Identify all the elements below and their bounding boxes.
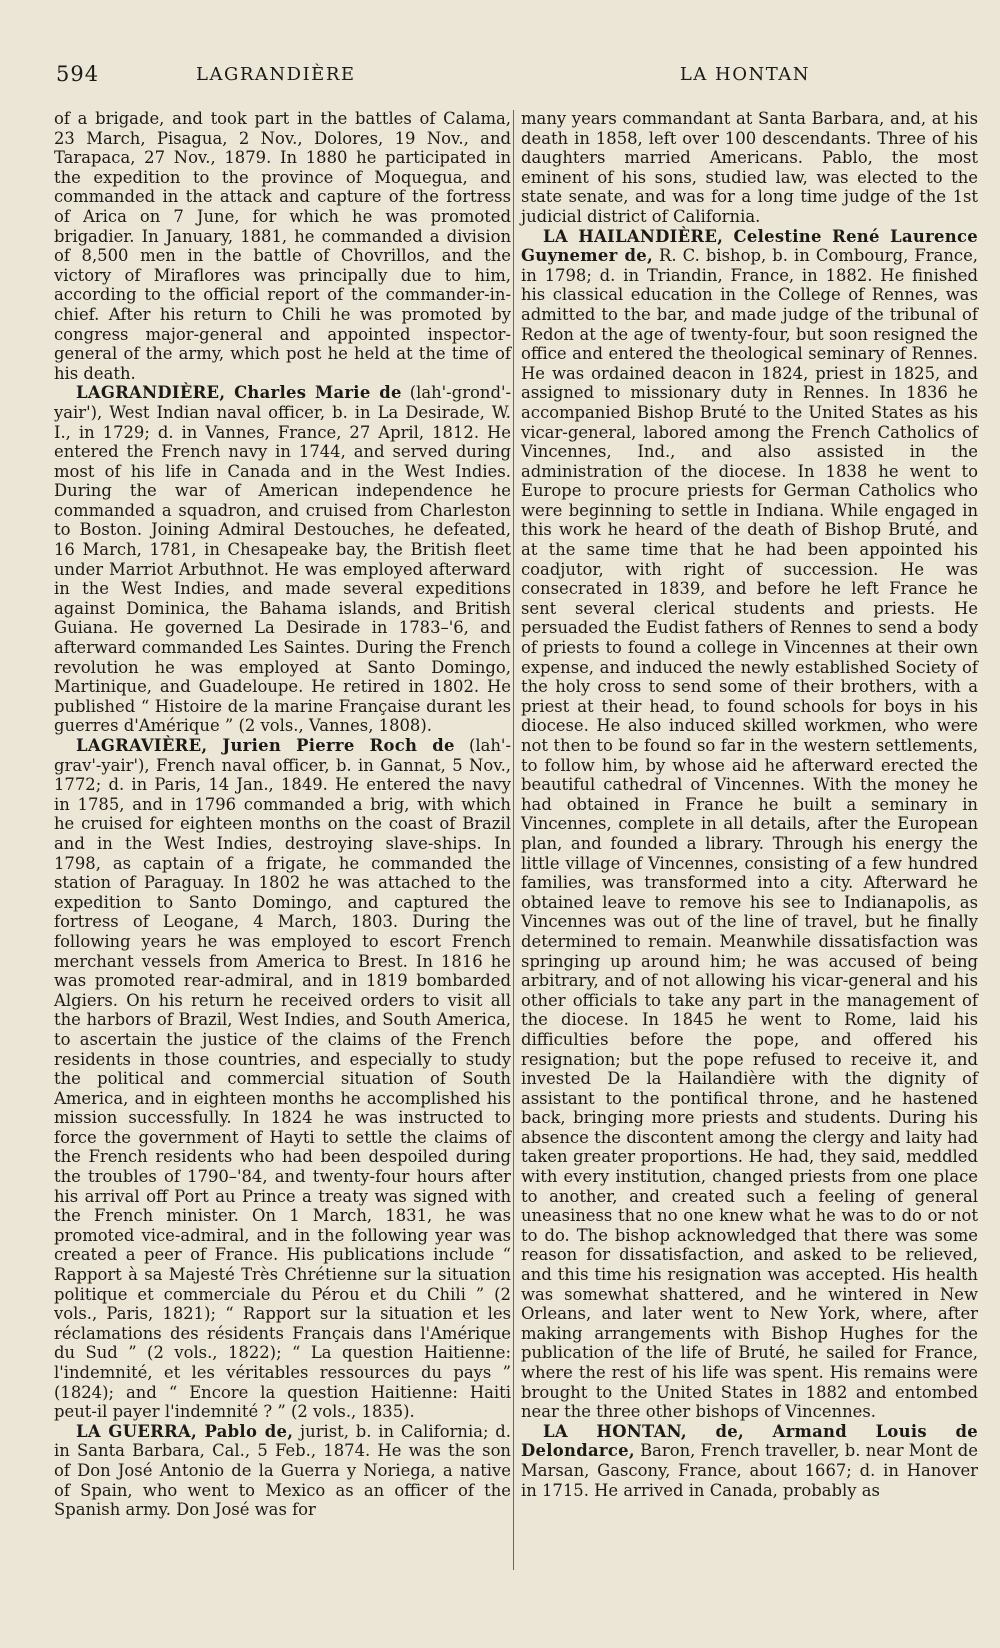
entry-text: (lah'-grond'-yair'), West Indian naval officer, b. in La Desirade, W. I., in 1729; d. in Vannes, France, 27 April, 1812. He entered the French navy in 1744, and served during most of his life in Canada and in the West Indies. During the war of American independence he commanded a squadron, and cruised from Charleston to Boston. Joining Admiral Destouches, he defeated, 16 March, 1781, in Chesapeake bay, the British fleet under Marriot Arbuthnot. He was employed afterward in the West Indies, and made several expeditions against Dominica, the Bahama islands, and British Guiana. He governed La Desirade in 1783–'6, and afterward commanded Les Saintes. During the French revolution he was employed at Santo Domingo, Martinique, and Guadeloupe. He retired in 1802. He published “ Histoire de la marine Française durant les guerres d'Amérique ” (2 vols., Vannes, 1808).	[54, 383, 511, 736]
entry-lagraviere	[54, 736, 511, 1422]
entry-headword: LAGRAVIÈRE, Jurien Pierre Roch de	[76, 736, 455, 755]
entry-headword: LA GUERRA, Pablo de,	[76, 1421, 294, 1441]
entry-text: (lah'-grav'-yair'), French naval officer, b. in Gannat, 5 Nov., 1772; d. in Paris, 14 Jan., 1849. He entered the navy in 1785, and in 1796 commanded a brig, with which he cruised for eighteen months on the coast of Brazil and in the West Indies, destroying slave-ships. In 1798, as captain of a frigate, he commanded the station of Paraguay. In 1802 he was attached to the expedition to Santo Domingo, and captured the fortress of Leogane, 4 March, 1803. During the following years he was employed to escort French merchant vessels from America to Brest. In 1816 he was promoted rear-admiral, and in 1819 bombarded Algiers. On his return he received orders to visit all the harbors of Brazil, West Indies, and South America, to ascertain the justice of the claims of the French residents in those countries, and especially to study the political and commercial situation of South America, and in eighteen months he accomplished his mission successfully. In 1824 he was instructed to force the government of Hayti to settle the claims of the French residents who had been despoiled during the troubles of 1790–'84, and twenty-four hours after his arrival off Port au Prince a treaty was signed with the French minister. On 1 March, 1831, he was promoted vice-admiral, and in the following year was created a peer of France. His publications include “ Rapport à sa Majesté Très Chrétienne sur la situation politique et commerciale du Pérou et du Chili ” (2 vols., Paris, 1821); “ Rapport sur la situation et les réclamations des résidents Français dans l'Amérique du Sud ” (2 vols., 1822); “ La question Haitienne: l'indemnité, et les véritables ressources du pays ” (1824); and “ Encore la question Haitienne: Haiti peut-il payer l'indemnité ? ” (2 vols., 1835).	[54, 736, 511, 1422]
entry-la-guerra	[54, 1422, 511, 1520]
entry-headword: LAGRANDIÈRE, Charles Marie de	[76, 383, 402, 403]
column-divider	[513, 110, 514, 1570]
left-column	[54, 109, 511, 1520]
entry-headword: LA HAILANDIÈRE, Celestine René Laurence Guynemer de,	[521, 226, 978, 266]
right-column	[521, 109, 978, 1500]
entry-headword: LA HONTAN, de, Armand Louis de Delondarce,	[521, 1421, 978, 1461]
entry-text: many years commandant at Santa Barbara, and, at his death in 1858, left over 100 descendants. Three of his daughters married Americans. Pablo, the most eminent of his sons, studied law, was elected to the state senate, and was for a long time judge of the 1st judicial district of California.	[521, 109, 978, 226]
entry-text: Baron, French traveller, b. near Mont de Marsan, Gascony, France, about 1667; d. in Hanover in 1715. He arrived in Canada, probably as	[521, 1441, 978, 1500]
entry-continuation	[54, 109, 511, 383]
entry-la-hontan	[521, 1422, 978, 1500]
entry-text: R. C. bishop, b. in Combourg, France, in 1798; d. in Triandin, France, in 1882. He finished his classical education in the College of Rennes, was admitted to the bar, and made judge of the tribunal of Redon at the age of twenty-four, but soon resigned the office and entered the theological seminary of Rennes. He was ordained deacon in 1824, priest in 1825, and assigned to missionary duty in Rennes. In 1836 he accompanied Bishop Bruté to the United States as his vicar-general, labored among the French Catholics of Vincennes, Ind., and also assisted in the administration of the diocese. In 1838 he went to Europe to procure priests for German Catholics who were beginning to settle in Indiana. While engaged in this work he heard of the death of Bishop Bruté, and at the same time that he had been appointed his coadjutor, with right of succession. He was consecrated in 1839, and before he left France he sent several clerical students and priests. He persuaded the Eudist fathers of Rennes to send a body of priests to found a college in Vincennes at their own expense, and induced the newly established Society of the holy cross to send some of their brothers, with a priest at their head, to found schools for boys in his diocese. He also induced skilled workmen, who were not then to be found so far in the western settlements, to follow him, by whose aid he afterward erected the beautiful cathedral of Vincennes. With the money he had obtained in France he built a seminary in Vincennes, complete in all details, after the European plan, and founded a library. Through his energy the little village of Vincennes, consisting of a few hundred families, was transformed into a city. Afterward he obtained leave to remove his see to Indianapolis, as Vincennes was out of the line of travel, but he finally determined to remain. Meanwhile dissatisfaction was springing up around him; he was accused of being arbitrary, and of not allowing his vicar-general and his other officials to take any part in the management of the diocese. In 1845 he went to Rome, laid his difficulties before the pope, and offered his resignation; but the pope refused to receive it, and invested De la Hailandière with the dignity of assistant to the pontifical throne, and he hastened back, bringing more priests and students. During his absence the discontent among the clergy and laity had taken greater proportions. He had, they said, meddled with every institution, changed priests from one place to another, and created such a feeling of general uneasiness that no one knew what he was to do or not to do. The bishop acknowledged that there was some reason for dissatisfaction, and asked to be relieved, and this time his resignation was accepted. His health was somewhat shattered, and he wintered in New Orleans, and later went to New York, where, after making arrangements with Bishop Hughes for the publication of the life of Bruté, he sailed for France, where the rest of his life was spent. His remains were brought to the United States in 1882 and entombed near the three other bishops of Vincennes.	[521, 246, 979, 1422]
entry-lagrandiere	[54, 383, 511, 736]
entry-text: of a brigade, and took part in the battles of Calama, 23 March, Pisagua, 2 Nov., Dolores, 19 Nov., and Tarapaca, 27 Nov., 1879. In 1880 he participated in the expedition to the province of Moquegua, and commanded in the attack and capture of the fortress of Arica on 7 June, for which he was promoted brigadier. In January, 1881, he commanded a division of 8,500 men in the battle of Chovrillos, and the victory of Miraflores was principally due to him, according to the official report of the commander-in-chief. After his return to Chili he was promoted by congress major-general and appointed inspector-general of the army, which post he held at the time of his death.	[54, 109, 511, 383]
entry-text: jurist, b. in California; d. in Santa Barbara, Cal., 5 Feb., 1874. He was the son of Don José Antonio de la Guerra y Noriega, a native of Spain, who went to Mexico as an officer of the Spanish army. Don José was for	[54, 1421, 511, 1520]
page-number: 594	[56, 62, 100, 86]
running-header	[56, 62, 810, 92]
running-head-right: LA HONTAN	[679, 64, 810, 85]
running-head-left: LAGRANDIÈRE	[196, 64, 356, 85]
entry-la-hailandiere	[521, 227, 978, 1422]
entry-continuation	[521, 109, 978, 227]
